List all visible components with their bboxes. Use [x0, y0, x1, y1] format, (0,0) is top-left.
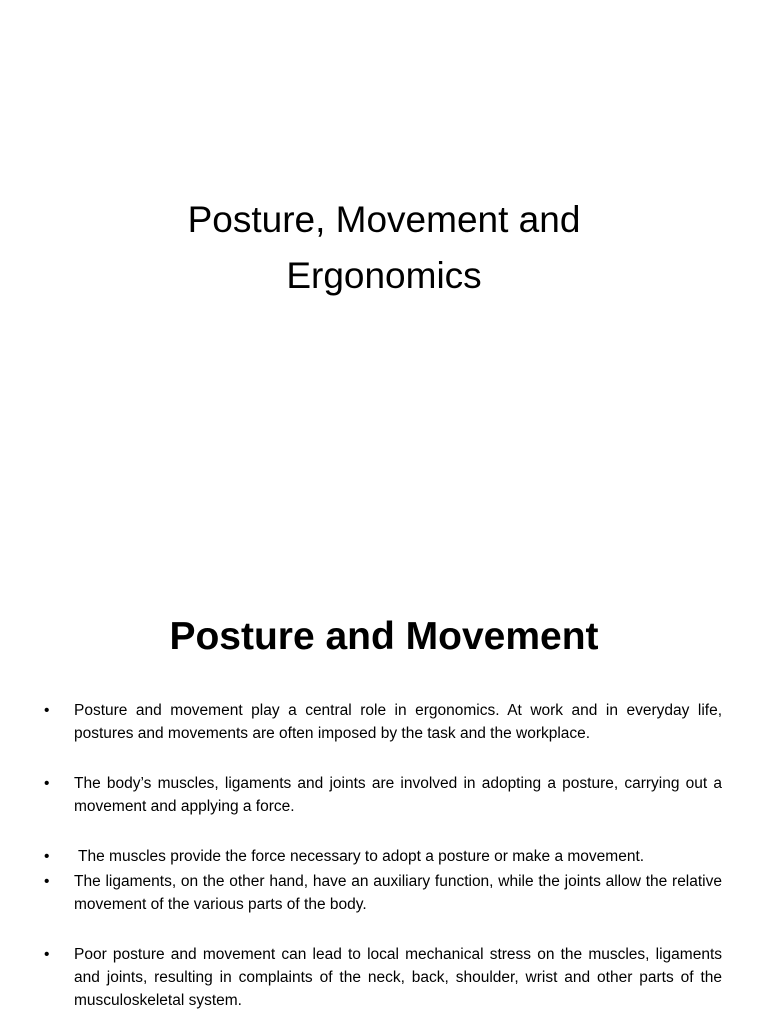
list-item [44, 845, 722, 868]
bullet-text: The body’s muscles, ligaments and joints are involved in adopting a posture, carrying out a movement and applying a force. [74, 775, 722, 815]
bullet-text: The muscles provide the force necessary to adopt a posture or make a movement. [74, 848, 645, 865]
title-line-2: Ergonomics [286, 255, 482, 296]
slide-heading: Posture and Movement [169, 615, 599, 658]
bullet-icon: • [44, 702, 50, 719]
bullet-text: Poor posture and movement can lead to local mechanical stress on the muscles, ligaments and joints, resulting in complaints of the neck, back, shoulder, wrist and other parts of the musculoskeletal system. [74, 946, 722, 1009]
bullet-icon: • [44, 873, 50, 890]
bullet-text: Posture and movement play a central role in ergonomics. At work and in everyday life, postures and movements are often imposed by the task and the workplace. [74, 702, 722, 742]
list-item [44, 870, 722, 916]
bullet-icon: • [44, 775, 50, 792]
bullet-icon: • [44, 946, 50, 963]
list-item [44, 699, 722, 745]
list-item [44, 943, 722, 1012]
bullet-icon: • [44, 848, 50, 865]
list-item [44, 772, 722, 818]
slide-title [0, 192, 768, 304]
title-line-1: Posture, Movement and [187, 199, 581, 240]
bullet-text: The ligaments, on the other hand, have an auxiliary function, while the joints allow the relative movement of the various parts of the body. [74, 873, 722, 913]
